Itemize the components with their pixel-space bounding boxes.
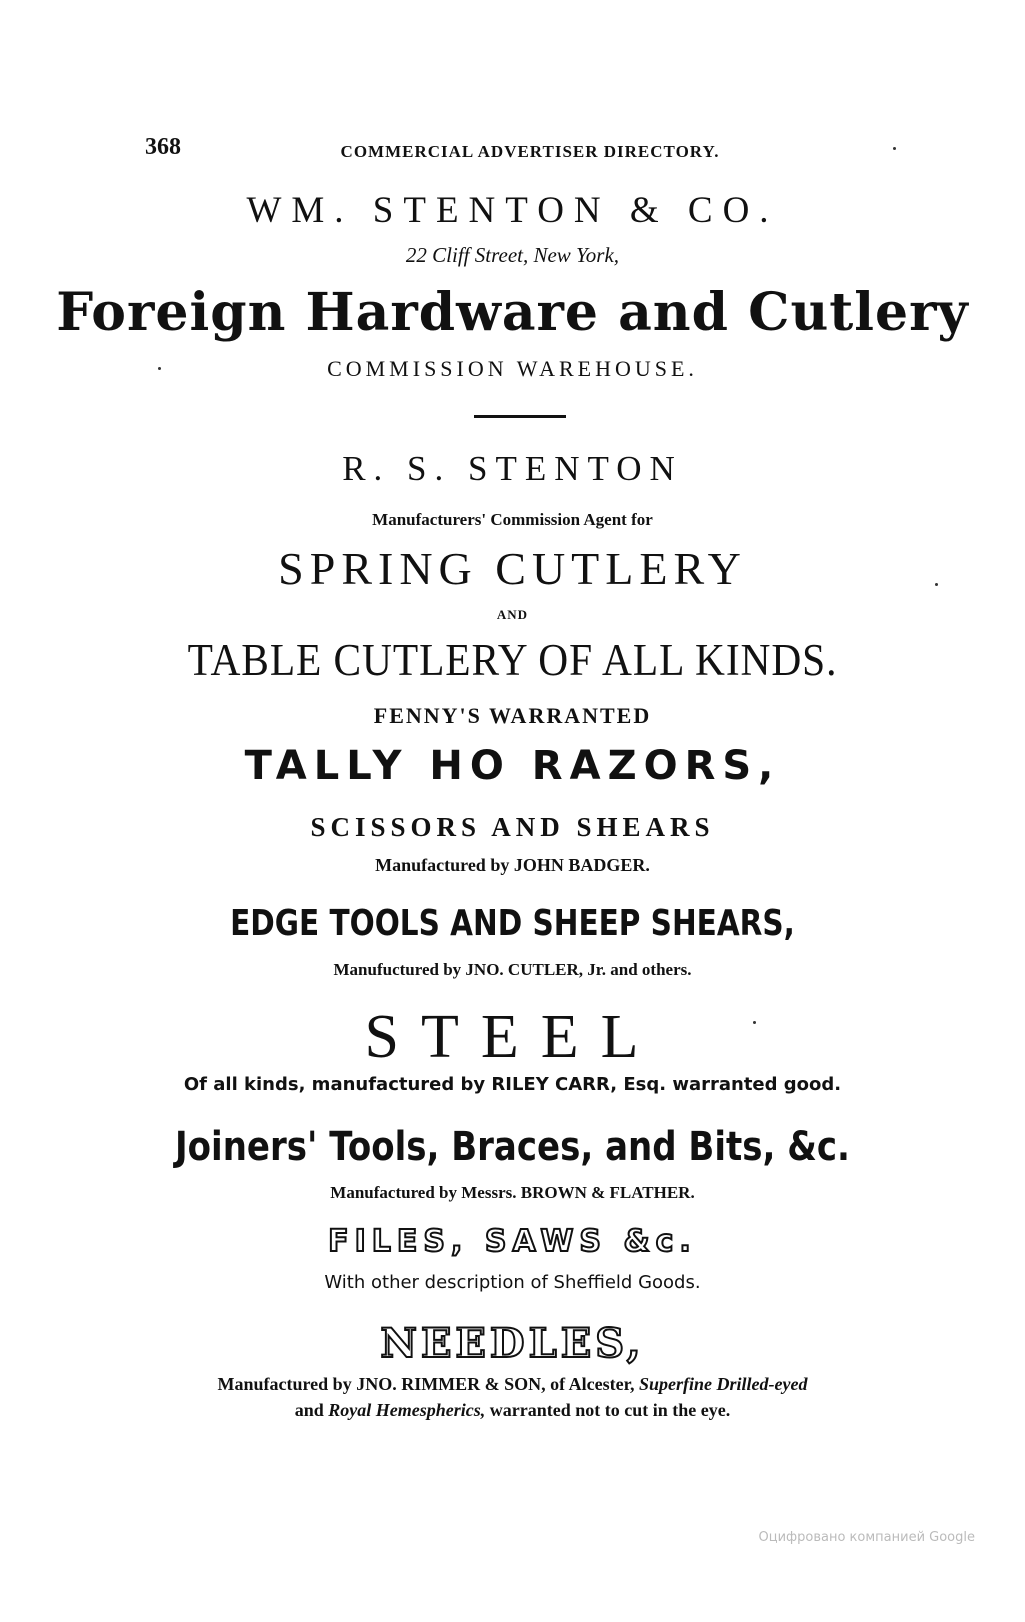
print-speck [753, 1021, 756, 1024]
agent-role: Manufacturers' Commission Agent for [372, 510, 653, 529]
rimmer-text-c: and [294, 1400, 329, 1420]
print-speck [935, 583, 938, 586]
edge-tools: EDGE TOOLS AND SHEEP SHEARS, [230, 903, 795, 944]
table-cutlery: TABLE CUTLERY OF ALL KINDS. [187, 635, 838, 685]
commission-warehouse: COMMISSION WAREHOUSE. [327, 356, 698, 381]
rimmer-text-e: warranted not to cut in the eye. [485, 1400, 731, 1420]
brown-credit: Manufactured by Messrs. BROWN & FLATHER. [330, 1183, 695, 1202]
badger-credit: Manufactured by JOHN BADGER. [375, 855, 650, 875]
firm-address: 22 Cliff Street, New York, [405, 243, 620, 267]
print-speck [893, 147, 896, 150]
and-connector: AND [496, 607, 529, 622]
digitization-watermark: Оцифровано компанией Google [758, 1530, 975, 1545]
print-speck [158, 367, 161, 370]
page-number: 368 [145, 134, 181, 160]
rimmer-credit-line-1 [0, 1374, 1025, 1395]
needles-heading: NEEDLES, [380, 1320, 645, 1367]
rimmer-text-b: Superfine Drilled-eyed [639, 1374, 808, 1394]
divider-rule [474, 415, 566, 418]
agent-name: R. S. STENTON [342, 449, 683, 488]
running-head: COMMERCIAL ADVERTISER DIRECTORY. [340, 142, 720, 161]
sheffield-goods: With other description of Sheffield Goods. [324, 1272, 701, 1293]
fenny-warranted: FENNY'S WARRANTED [373, 703, 652, 728]
carr-credit: Of all kinds, manufactured by RILEY CARR, Esq. warranted good. [183, 1074, 842, 1095]
tally-ho-razors: TALLY HO RAZORS, [244, 743, 781, 789]
joiners-tools: Joiners' Tools, Braces, and Bits, &c. [175, 1124, 850, 1170]
steel-heading: STEEL [364, 1003, 661, 1071]
spring-cutlery: SPRING CUTLERY [278, 543, 747, 594]
rimmer-text-d: Royal Hemespherics, [328, 1400, 486, 1420]
firm-name: WM. STENTON & CO. [246, 190, 779, 231]
rimmer-text-a: Manufactured by JNO. RIMMER & SON, of Alcester, [217, 1374, 639, 1394]
rimmer-credit-line-2 [0, 1400, 1025, 1421]
cutler-credit: Manufuctured by JNO. CUTLER, Jr. and others. [333, 960, 692, 979]
scissors-and-shears: SCISSORS AND SHEARS [310, 812, 715, 842]
headline-foreign-hardware: Foreign Hardware and Cutlery [56, 282, 969, 343]
files-saws: FILES, SAWS &c. [328, 1224, 697, 1259]
